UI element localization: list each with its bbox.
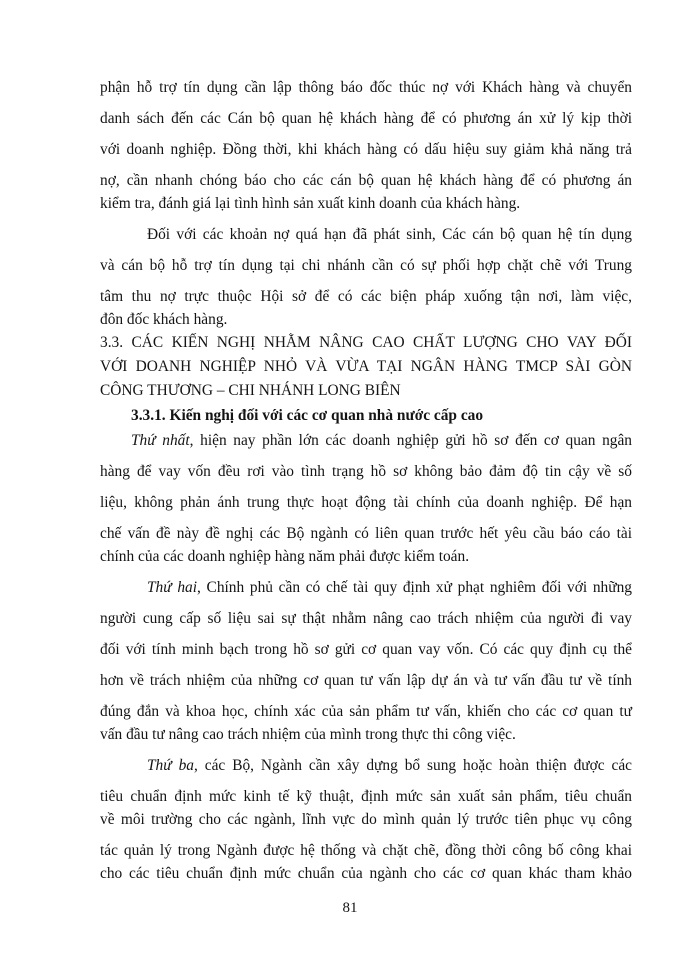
section-heading-line: CÔNG THƯƠNG – CHI NHÁNH LONG BIÊN	[100, 382, 401, 399]
paragraph-line: đúng đắn và khoa học, chính xác của sản phẩm tư vấn, khiến cho các cơ quan tư	[100, 703, 632, 720]
page-number: 81	[342, 900, 358, 916]
paragraph-line	[147, 756, 632, 776]
paragraph-line: tâm thu nợ trực thuộc Hội sở để có các biện pháp xuống tận nơi, làm việc,	[100, 288, 632, 305]
section-heading-line: VỚI DOANH NGHIỆP NHỎ VÀ VỪA TẠI NGÂN HÀNG TMCP SÀI GÒN	[100, 358, 632, 375]
paragraph-line: về môi trường cho các ngành, lĩnh vực do mình quản lý trước tiên phục vụ công	[100, 811, 632, 828]
paragraph-line: Đối với các khoản nợ quá hạn đã phát sinh, Các cán bộ quan hệ tín dụng	[147, 226, 632, 243]
paragraph-text: , các Bộ, Ngành cần xây dựng bổ sung hoặc hoàn thiện được các	[193, 757, 633, 774]
paragraph-line: kiểm tra, đánh giá lại tình hình sản xuất kinh doanh của khách hàng.	[100, 195, 521, 212]
paragraph-line: danh sách đến các Cán bộ quan hệ khách hàng để có phương án xử lý kịp thời	[100, 110, 632, 127]
paragraph-line: cho các tiêu chuẩn định mức chuẩn của ngành cho các cơ quan khác tham khảo	[100, 865, 632, 882]
paragraph-line: với doanh nghiệp. Đồng thời, khi khách hàng có dấu hiệu suy giảm khả năng trả	[100, 141, 632, 158]
paragraph-line: đôn đốc khách hàng.	[100, 311, 228, 328]
paragraph-line: tác quản lý trong Ngành được hệ thống và chặt chẽ, đồng thời công bố công khai	[100, 842, 632, 859]
paragraph-line	[131, 431, 632, 451]
paragraph-lead-word: Thứ nhất	[131, 432, 190, 449]
paragraph-line: chính của các doanh nghiệp hàng năm phải được kiểm toán.	[100, 548, 470, 565]
subsection-heading: 3.3.1. Kiến nghị đối với các cơ quan nhà nước cấp cao	[131, 407, 484, 424]
paragraph-line: đối với tính minh bạch trong hồ sơ gửi cơ quan vay vốn. Có các quy định cụ thể	[100, 641, 632, 658]
paragraph-text: , Chính phủ cần có chế tài quy định xử phạt nghiêm đối với những	[197, 579, 632, 596]
paragraph-line: vấn đầu tư nâng cao trách nhiệm của mình trong thực thi công việc.	[100, 726, 516, 743]
paragraph-text: , hiện nay phần lớn các doanh nghiệp gửi hồ sơ đến cơ quan ngân	[189, 432, 632, 449]
paragraph-line: phận hỗ trợ tín dụng cần lập thông báo đốc thúc nợ với Khách hàng và chuyển	[100, 79, 632, 96]
paragraph-line	[147, 578, 632, 598]
paragraph-line: chế vấn đề này đề nghị các Bộ ngành có liên quan trước hết yêu cầu báo cáo tài	[100, 525, 632, 542]
paragraph-line: người cung cấp số liệu sai sự thật nhằm nâng cao trách nhiệm của người đi vay	[100, 610, 632, 627]
paragraph-lead-word: Thứ ba	[147, 757, 194, 774]
paragraph-line: tiêu chuẩn định mức kinh tế kỹ thuật, định mức sản xuất sản phẩm, tiêu chuẩn	[100, 788, 632, 805]
section-heading-line: 3.3. CÁC KIẾN NGHỊ NHẰM NÂNG CAO CHẤT LƯỢNG CHO VAY ĐỐI	[100, 334, 632, 351]
paragraph-line: liệu, không phản ánh trung thực hoạt động tài chính của doanh nghiệp. Để hạn	[100, 494, 632, 511]
paragraph-line: hàng để vay vốn đều rơi vào tình trạng hồ sơ không bảo đảm độ tin cậy về số	[100, 463, 632, 480]
paragraph-line: hơn về trách nhiệm của những cơ quan tư vấn lập dự án và tư vấn đầu tư về tính	[100, 672, 632, 689]
paragraph-lead-word: Thứ hai	[147, 579, 198, 596]
paragraph-line: và cán bộ hỗ trợ tín dụng tại chi nhánh cần có sự phối hợp chặt chẽ với Trung	[100, 257, 632, 274]
paragraph-line: nợ, cần nhanh chóng báo cho các cán bộ quan hệ khách hàng để có phương án	[100, 172, 632, 189]
